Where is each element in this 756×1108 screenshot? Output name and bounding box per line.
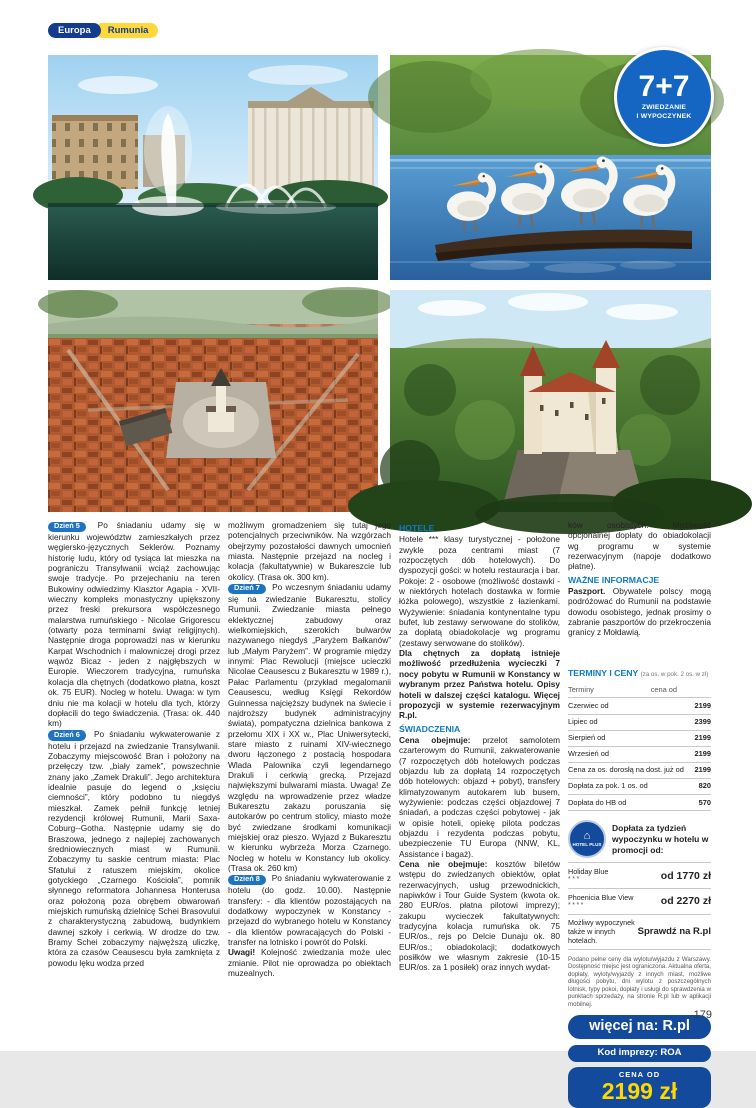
price-row-value: 2199 bbox=[694, 733, 711, 743]
paragraph: Paszport. Obywatele polscy mogą podróżować do Rumunii na podstawie dowodu osobistego, jednak prosimy o zabranie paszportów do przekroczenia granicy z Mołdawią. bbox=[568, 586, 711, 638]
paragraph-lead: Cena obejmuje: bbox=[399, 734, 483, 745]
country-tag: Rumunia bbox=[95, 23, 159, 38]
price-row-value: 2199 bbox=[694, 765, 711, 775]
price-row-label: Dopłata za pok. 1 os. od bbox=[568, 781, 648, 791]
hotel-offer-row bbox=[568, 862, 711, 888]
price-table-row bbox=[568, 730, 711, 746]
price-row-label: Sierpień od bbox=[568, 733, 606, 743]
price-row-value: 570 bbox=[698, 797, 711, 807]
hotel-name: Możliwy wypoczynek także w innych hotelach. bbox=[568, 918, 635, 946]
hotel-plus-icon: ⌂ HOTEL PLUS bbox=[568, 820, 606, 858]
price-table-row bbox=[568, 762, 711, 778]
breadcrumb bbox=[48, 23, 158, 38]
hotel-price: od 2270 zł bbox=[660, 895, 711, 908]
day-badge: Dzień 8 bbox=[228, 875, 266, 886]
price-caption: CENA OD bbox=[618, 1070, 661, 1080]
offer-intro bbox=[568, 520, 711, 638]
price-table-row bbox=[568, 794, 711, 810]
section-header: HOTELE bbox=[399, 523, 435, 533]
more-on-rpl-button[interactable]: więcej na: R.pl bbox=[568, 1015, 711, 1038]
day-badge: Dzień 5 bbox=[48, 522, 86, 533]
price-table-row bbox=[568, 714, 711, 730]
price-row-label: Lipiec od bbox=[568, 716, 598, 726]
price-table-section bbox=[568, 668, 711, 812]
photo-bran-castle bbox=[390, 290, 711, 512]
itinerary-column-2 bbox=[228, 520, 391, 978]
price-table-header: Terminy cena od bbox=[568, 685, 677, 695]
paragraph: Cena obejmuje: przelot samolotem czarterowym do Rumunii, zakwaterowanie (7 rozpoczętych dób hotelowych podczas objazdu lub za dopłatą 14 rozpoczętych dób hotelowych: objazd + pobyt), transfery klimatyzowanym autokarem lub busem, wyżywienie: podczas części objazdowej 7 śniadań, a podczas części pobytowej - jak w opisie hoteli, opiekę pilota podczas objazdu i rezydenta podczas pobytu, ubezpieczenie TU Europa (NNW, KL, Assistance i bagaż). bbox=[399, 734, 560, 859]
hotel-name: Holiday Blue *** bbox=[568, 866, 609, 883]
price-table-row bbox=[568, 697, 711, 713]
hotel-plus-header bbox=[568, 820, 711, 858]
price-row-label: Wrzesień od bbox=[568, 749, 609, 759]
paragraph: Dzień 7 Po wczesnym śniadaniu udamy się na zwiedzanie Bukaresztu, stolicy Rumunii. Zwiedzanie miasta pełnego eklektycznej zabudowy oraz wielkomiejskich, szerokich bulwarów nazywanego niegdyś „Paryżem Bałkanów” lub „Małym Paryżem”. W programie między innymi: Plac Rewolucji (miejsce ucieczki Nicolae Ceausescu z Bukaresztu w 1989 r.), Pałac Parlamentu (przykład megalomanii Ceausescu, według Księgi Rekordów Guinnessa najcięższy budynek na świecie i najdroższy budynek administracyjny świata), pompatyczna dzielnica bankowa z przełomu XIX i XX w., Plac Uniwersytecki, stare miasto z ruinami XIV-wiecznego dworu łączonego z postacią hospodara Wlada Palownika czyli legendarnego Drakuli i cerkwią grecką. Przejazd największymi bulwarami miasta. Uwaga! Ze względu na wprowadzenie przez władze Bukaresztu zakazu poruszania się autokarów po centrum stolicy, miasto może być zwiedzane środkami komunikacji miejskiej oraz pieszo. Wyjazd z Bukaresztu w kierunku wybrzeża Morza Czarnego. Nocleg w hotelu w Konstancy lub okolicy. (Trasa ok. 260 km) bbox=[228, 582, 392, 874]
promo-badge-value: 7+7 bbox=[638, 70, 690, 104]
price-table-rows bbox=[568, 697, 711, 810]
event-code-badge: Kod imprezy: ROA bbox=[568, 1045, 711, 1062]
price-row-value: 2199 bbox=[694, 749, 711, 759]
price-table-row bbox=[568, 746, 711, 762]
hotel-price: od 1770 zł bbox=[660, 869, 711, 882]
region-tag: Europa bbox=[48, 23, 101, 38]
paragraph: możliwym gromadzeniem się tutaj jego potencjalnych przeciwników. Na wzgórzach obejrzymy pozostałości dawnych umocnień miasta. Następnie przejazd na nocleg i kolacja (fakultatywnie) w Bukareszcie lub okolicy. (Trasa ok. 300 km). bbox=[228, 520, 391, 582]
info-column-hotels bbox=[399, 520, 560, 973]
paragraph: Uwagi! Kolejność zwiedzania może ulec zmianie. Pilot nie oprowadza po obiektach muzealnych. bbox=[228, 947, 391, 979]
paragraph: Hotele *** klasy turystycznej - położone zwykle poza centrami miast (7 rozpoczętych dób hotelowych). Do dyspozycji gości: w hotelu restauracja i bar. Pokoje: 2 - osobowe (możliwość dostawki - w niektórych hotelach dostawka w formie łóżka polowego), wszystkie z łazienkami. Wyżywienie: śniadania kontynentalne typu bufet, lub zestawy serwowane do stolików, za dopłatą obiadokolacje wg programu (zestawy serwowane do stolików). bbox=[399, 534, 560, 648]
price-table-note: (za os. w pok. 2 os. w zł) bbox=[640, 670, 709, 678]
price-value: 2199 zł bbox=[601, 1078, 678, 1105]
hotel-stars: **** bbox=[568, 901, 585, 909]
fine-print: Podano pełne ceny dla wylotu/wyjazdu z Warszawy. Dostępność miejsc jest ograniczona. Aktualna oferta, dopłaty, wyloty/wyjazdy z innych miast, możliwe długości pobytu, dni wylotu z poszczególnych lotnisk, typy pokoi, dopłaty i usługi do sprawdzenia w punktach sprzedaży, na stronie R.pl lub w aplikacji mobilnej. bbox=[568, 955, 711, 1008]
price-table bbox=[568, 683, 711, 811]
page-number: 179 bbox=[693, 1009, 712, 1021]
paragraph-lead: Cena nie obejmuje: bbox=[399, 859, 496, 869]
paragraph: Dzień 8 Po śniadaniu wykwaterowanie z hotelu (do godz. 10.00). Następnie transfery: - dla klientów pozostających na dodatkowy wypoczynek w Konstancy - przejazd do wybranego hotelu w Konstancy - dla klientów powracających do Polski - transfer na lotnisko i powrót do Polski. bbox=[228, 873, 391, 948]
section-header: WAŻNE INFORMACJE bbox=[568, 574, 660, 585]
hotel-offer-row bbox=[568, 888, 711, 914]
hotel-plus-title: Dopłata za tydzień wypoczynku w hotelu w promocji od: bbox=[612, 823, 709, 855]
check-on-rpl-link[interactable]: Sprawdź na R.pl bbox=[637, 925, 711, 937]
price-row-value: 2399 bbox=[694, 716, 711, 726]
price-row-label: Czerwiec od bbox=[568, 700, 609, 710]
paragraph-lead: Uwagi! bbox=[228, 947, 262, 958]
price-row-value: 820 bbox=[698, 781, 711, 791]
hotel-name: Phoenicia Blue View **** bbox=[568, 892, 634, 909]
day-badge: Dzień 6 bbox=[48, 730, 86, 741]
itinerary-column-1 bbox=[48, 520, 220, 968]
hotel-stars: *** bbox=[568, 875, 581, 883]
paragraph: Dzień 5 Po śniadaniu udamy się w kierunku województw zamieszkałych przez węgiersko-języcznych Seklerów. Poznamy historię ludu, który od tysiąca lat mieszka na pograniczu Transylwanii wciąż zachowując swoje tradycje. Po przejechaniu na teren Bukowiny odwiedzimy Klasztor Agapia - XVII-wieczny kompleks monastyczny upiększony przez freski prekursora współczesnego malarstwa rumuńskiego - Nicolae Grigorescu (otwarty poza terminami świąt religijnych). Następnie droga poprowadzi nas w kierunku Karpat Wschodnich i malowniczej drogi przez wąwóz Bicaz - jeden z najgłębszych w Europie. Wieczorem tradycyjna, rumuńska kolacja dla chętnych (dodatkowo płatna, koszt ok. 75 EUR). Nocleg w hotelu. Uwaga: w tym dniu nie ma kolacji w hotelu dla tych, którzy dopłacili do tego świadczenia. (Trasa: ok. 440 km) bbox=[48, 520, 220, 729]
house-icon: ⌂ bbox=[583, 830, 591, 843]
paragraph: Dzień 6 Po śniadaniu wykwaterowanie z hotelu i przejazd na zwiedzanie Transylwanii. Zobaczymy miejscowość Bran i położony na przełęczy tzw. „biały zamek”, powszechnie znany jako „Zamek Drakuli”. Jego architektura idealnie pasuje do legend o „księciu ciemności”, który podobno tu niegdyś mieszkał. Zamek pełnił funkcję letniej rezydencji królowej Rumunii, Marii Saxa-Coburg--Gotha. Następnie udamy się do Braszowa, jednego z najlepiej zachowanych średniowiecznych miast w Rumunii. Zobaczymy tu saskie centrum miasta: Plac Sfatului z ratuszem miejskim, okolice gotyckiego „Czarnego Kościoła”, pomnik słynnego reformatora Johannesa Honterusa oraz położoną poza obrębem obwarowań miejskich rumuńską dzielnicę Schei Brasovului z charakterystyczną zabudową, budynkiem dawnej szkoły i cerkwią. W drodze do tzw. Bramy Schei zobaczymy najwęższą uliczkę, która za czasów Ceausescu była zamknięta z powodu lęku wodza przed bbox=[48, 728, 220, 968]
photo-brasov-aerial bbox=[48, 290, 378, 512]
hotel-offer-row bbox=[568, 914, 711, 949]
photo-bucharest-fountain bbox=[48, 55, 378, 280]
section-header: ŚWIADCZENIA bbox=[399, 723, 461, 734]
paragraph: Dla chętnych za dopłatą istnieje możliwość przedłużenia wycieczki 7 nocy pobytu w Rumunii w Konstancy w wybranym przez Państwa hotelu. Opisy hoteli w dalszej części katalogu. Więcej propozycji w systemie rezerwacyjnym R.pl. bbox=[399, 648, 560, 721]
promo-badge-label: ZWIEDZANIE I WYPOCZYNEK bbox=[636, 104, 692, 120]
day-badge: Dzień 7 bbox=[228, 584, 266, 595]
price-row-label: Dopłata do HB od bbox=[568, 797, 627, 807]
price-from-box bbox=[568, 1067, 711, 1108]
paragraph-lead: Paszport. bbox=[568, 586, 613, 597]
promo-badge-7plus7 bbox=[614, 47, 714, 147]
price-table-title: TERMINY I CENY (za os. w pok. 2 os. w zł) bbox=[568, 667, 709, 678]
price-row-label: Cena za os. dorosłą na dost. już od bbox=[568, 765, 684, 775]
price-table-row bbox=[568, 778, 711, 794]
paragraph: ków osobistych. Możliwość opcjonalnej dopłaty do obiadokolacji wg programu w systemie rezerwacyjnym (napoje dodatkowo płatne). bbox=[568, 520, 711, 572]
offer-column bbox=[568, 520, 711, 1108]
price-row-value: 2199 bbox=[694, 700, 711, 710]
paragraph: Cena nie obejmuje: kosztów biletów wstępu do zwiedzanych obiektów, opłat rezerwacyjnych, usług przewodnickich, napiwków i Tour Guide System (kwota ok. 280 EUR/os. płatna pilotowi imprezy); zakupu wycieczek fakultatywnych: tradycyjna kolacja rumuńska ok. 75 EUR/os., rejs po Delcie Dunaju ok. 80 EUR/os.; obiadokolacji; dodatkowych posiłków we własnym zakresie (10-15 EUR/os. za 1 posiłek) oraz innych wydat- bbox=[399, 859, 560, 973]
hotel-plus-rows bbox=[568, 862, 711, 949]
hotel-plus-section bbox=[568, 820, 711, 950]
